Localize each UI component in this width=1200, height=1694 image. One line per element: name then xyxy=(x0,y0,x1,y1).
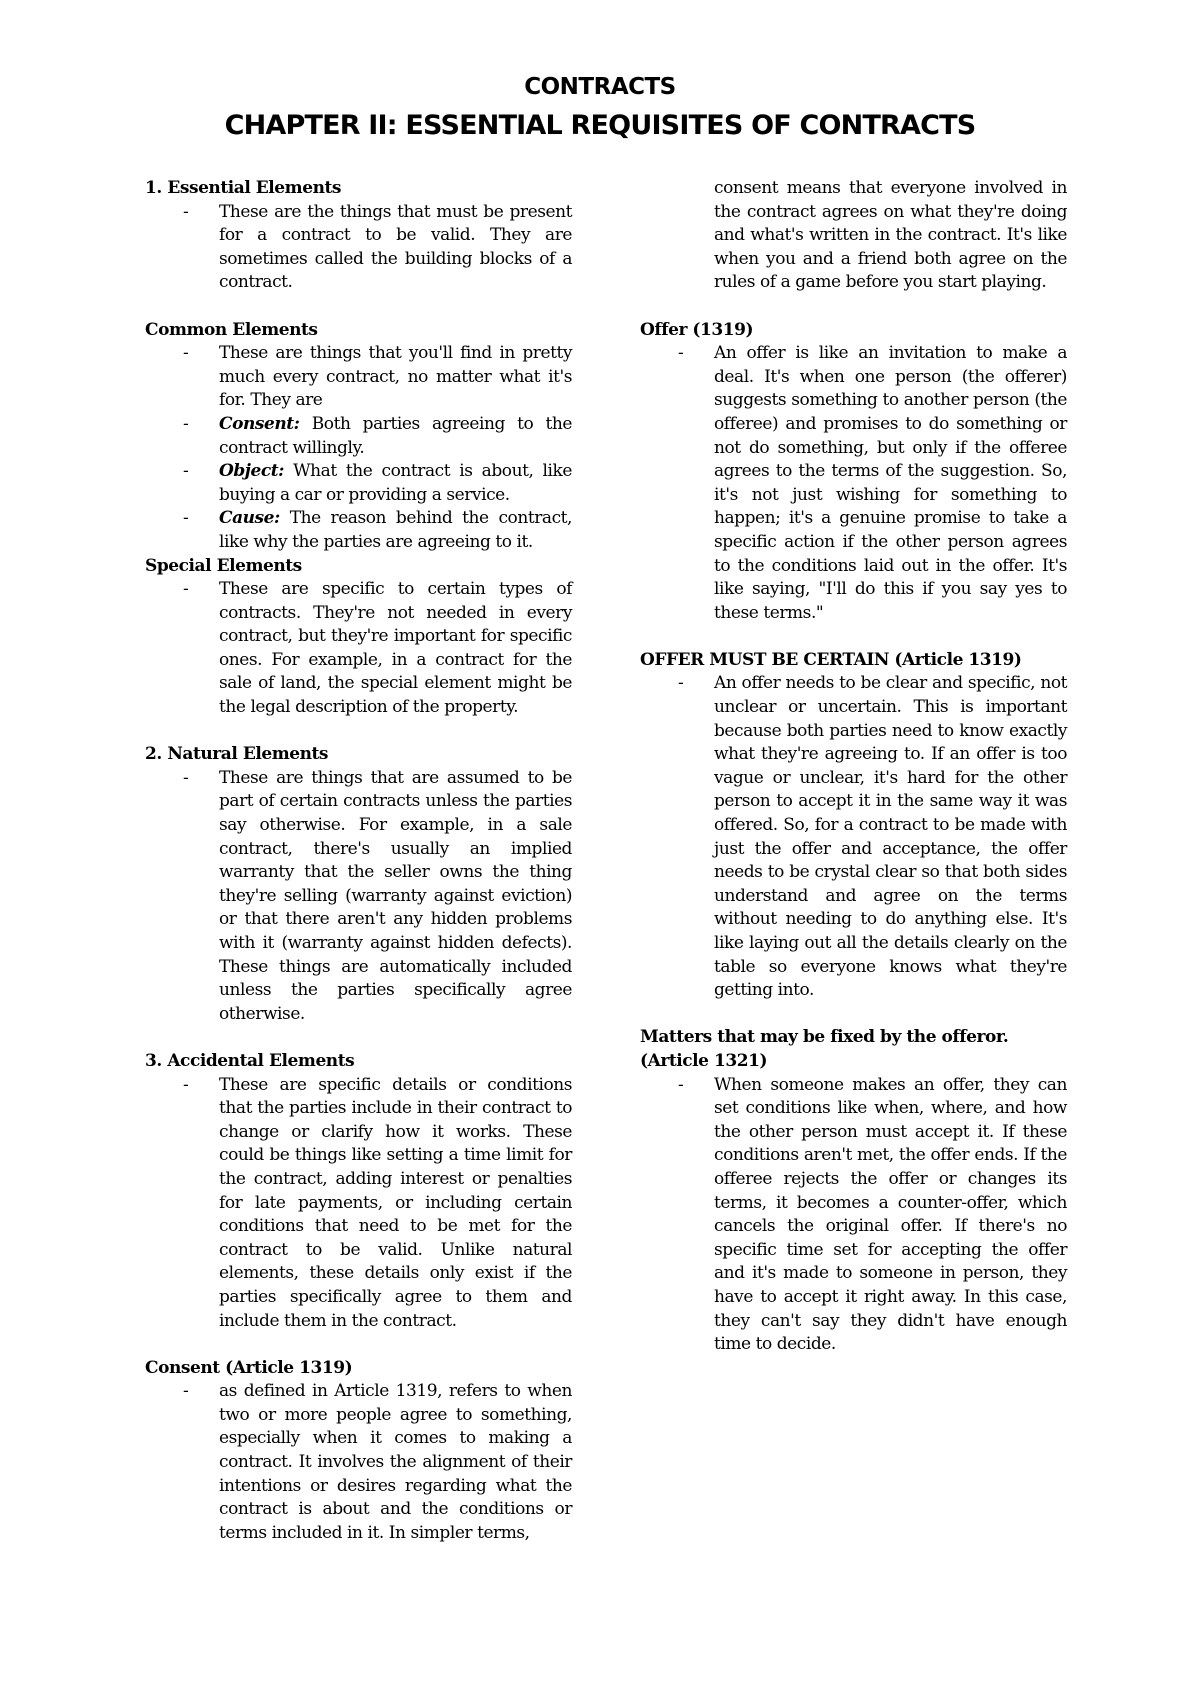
cause-definition: The reason behind the contract, like why the parties are agreeing to it. xyxy=(219,508,572,552)
matters-fixed-text: When someone makes an offer, they can set conditions like when, where, and how the other person must accept it. If these conditions aren't met, the offer ends. If the offeree rejects the offer or changes its terms, it becomes a counter-offer, which cancels the original offer. If there's no specific time set for accepting the offer and it's made to someone in person, they have to accept it right away. In this case, they can't say they didn't have enough time to decide. xyxy=(714,1074,1067,1355)
natural-elements-item xyxy=(145,767,572,1027)
consent-definition: Both parties agreeing to the contract willingly. xyxy=(219,413,572,458)
object-definition: What the contract is about, like buying a car or providing a service. xyxy=(219,461,572,505)
bullet-dash: - xyxy=(678,343,684,364)
accidental-elements-heading: 3. Accidental Elements xyxy=(145,1050,355,1071)
consent-term: Consent: xyxy=(219,413,300,434)
subject-title: CONTRACTS xyxy=(524,74,676,100)
common-elements-intro-text: These are things that you'll find in pretty much every contract, no matter what it's for. They are xyxy=(219,343,572,411)
natural-elements-heading: 2. Natural Elements xyxy=(145,744,329,765)
bullet-dash: - xyxy=(183,201,189,222)
special-elements-heading: Special Elements xyxy=(145,555,302,576)
bullet-dash: - xyxy=(678,1074,684,1095)
offer-item xyxy=(640,342,1067,625)
offer-text: An offer is like an invitation to make a deal. It's when one person (the offerer) suggests something to another person (the offeree) and promises to do something or not do something, but only if the offeree agrees to the terms of the suggestion. So, it's not just wishing for something to happen; it's a genuine promise to take a specific action if the other person agrees to the conditions laid out in the offer. It's like saying, "I'll do this if you say yes to these terms." xyxy=(714,343,1067,623)
bullet-dash: - xyxy=(183,343,189,364)
bullet-dash: - xyxy=(183,1074,189,1095)
offer-certain-item xyxy=(640,672,1067,1002)
bullet-dash: - xyxy=(183,413,189,434)
bullet-dash: - xyxy=(183,461,189,482)
accidental-elements-text: These are specific details or conditions that the parties include in their contract to change or clarify how it works. These could be things like setting a time limit for the contract, adding interest or penalties for late payments, or including certain conditions that need to be met for the contract to be valid. Unlike natural elements, these details only exist if the parties specifically agree to them and include them in the contract. xyxy=(219,1074,572,1331)
special-elements-item xyxy=(145,578,572,720)
chapter-title: CHAPTER II: ESSENTIAL REQUISITES OF CONTRACTS xyxy=(224,110,976,141)
special-elements-text: These are specific to certain types of contracts. They're not needed in every contract, but they're important for specific ones. For example, in a contract for the sale of land, the special element might be the legal description of the property. xyxy=(219,579,572,718)
bullet-dash: - xyxy=(183,579,189,600)
offer-certain-heading: OFFER MUST BE CERTAIN (Article 1319) xyxy=(640,649,1022,670)
common-element-cause xyxy=(145,507,572,554)
common-element-object xyxy=(145,460,572,507)
matters-fixed-heading: Matters that may be fixed by the offeror. (Article 1321) xyxy=(640,1027,1009,1071)
consent-article-text: as defined in Article 1319, refers to when two or more people agree to something, especially when it comes to making a contract. It involves the alignment of their intentions or desires regarding what the contract is about and the conditions or terms included in it. In simpler terms, xyxy=(219,1381,572,1543)
bullet-dash: - xyxy=(183,767,189,788)
offer-heading: Offer (1319) xyxy=(640,319,754,340)
common-element-consent xyxy=(145,413,572,460)
matters-fixed-item xyxy=(640,1074,1067,1357)
right-column xyxy=(640,177,1067,1357)
object-term: Object: xyxy=(219,461,284,482)
consent-article-item xyxy=(145,1380,572,1545)
essential-elements-text: These are the things that must be present for a contract to be valid. They are sometimes called the building blocks of a contract. xyxy=(219,201,572,293)
offer-certain-text: An offer needs to be clear and specific, not unclear or uncertain. This is important because both parties need to know exactly what they're agreeing to. If an offer is too vague or unclear, it's hard for the other person to accept it in the same way it was offered. So, for a contract to be made with just the offer and acceptance, the offer needs to be crystal clear so that both sides understand and agree on the terms without needing to do anything else. It's like laying out all the details clearly on the table so everyone knows what they're getting into. xyxy=(714,673,1067,1001)
bullet-dash: - xyxy=(183,508,189,529)
cause-term: Cause: xyxy=(219,508,280,529)
bullet-dash: - xyxy=(678,673,684,694)
left-column xyxy=(145,177,572,1545)
consent-article-heading: Consent (Article 1319) xyxy=(145,1357,353,1378)
essential-elements-heading: 1. Essential Elements xyxy=(145,178,342,198)
bullet-dash: - xyxy=(183,1381,189,1402)
common-elements-intro xyxy=(145,342,572,413)
natural-elements-text: These are things that are assumed to be part of certain contracts unless the parties say otherwise. For example, in a sale contract, there's usually an implied warranty that the seller owns the thing they're selling (warranty against eviction) or that there aren't any hidden problems with it (warranty against hidden defects). These things are automatically included unless the parties specifically agree otherwise. xyxy=(219,767,572,1024)
accidental-elements-item xyxy=(145,1074,572,1334)
essential-elements-item xyxy=(145,201,572,295)
page-header xyxy=(0,72,1200,144)
common-elements-heading: Common Elements xyxy=(145,319,318,340)
consent-continued-text: consent means that everyone involved in the contract agrees on what they're doing and what's written in the contract. It's like when you and a friend both agree on the rules of a game before you start playing. xyxy=(714,178,1067,293)
